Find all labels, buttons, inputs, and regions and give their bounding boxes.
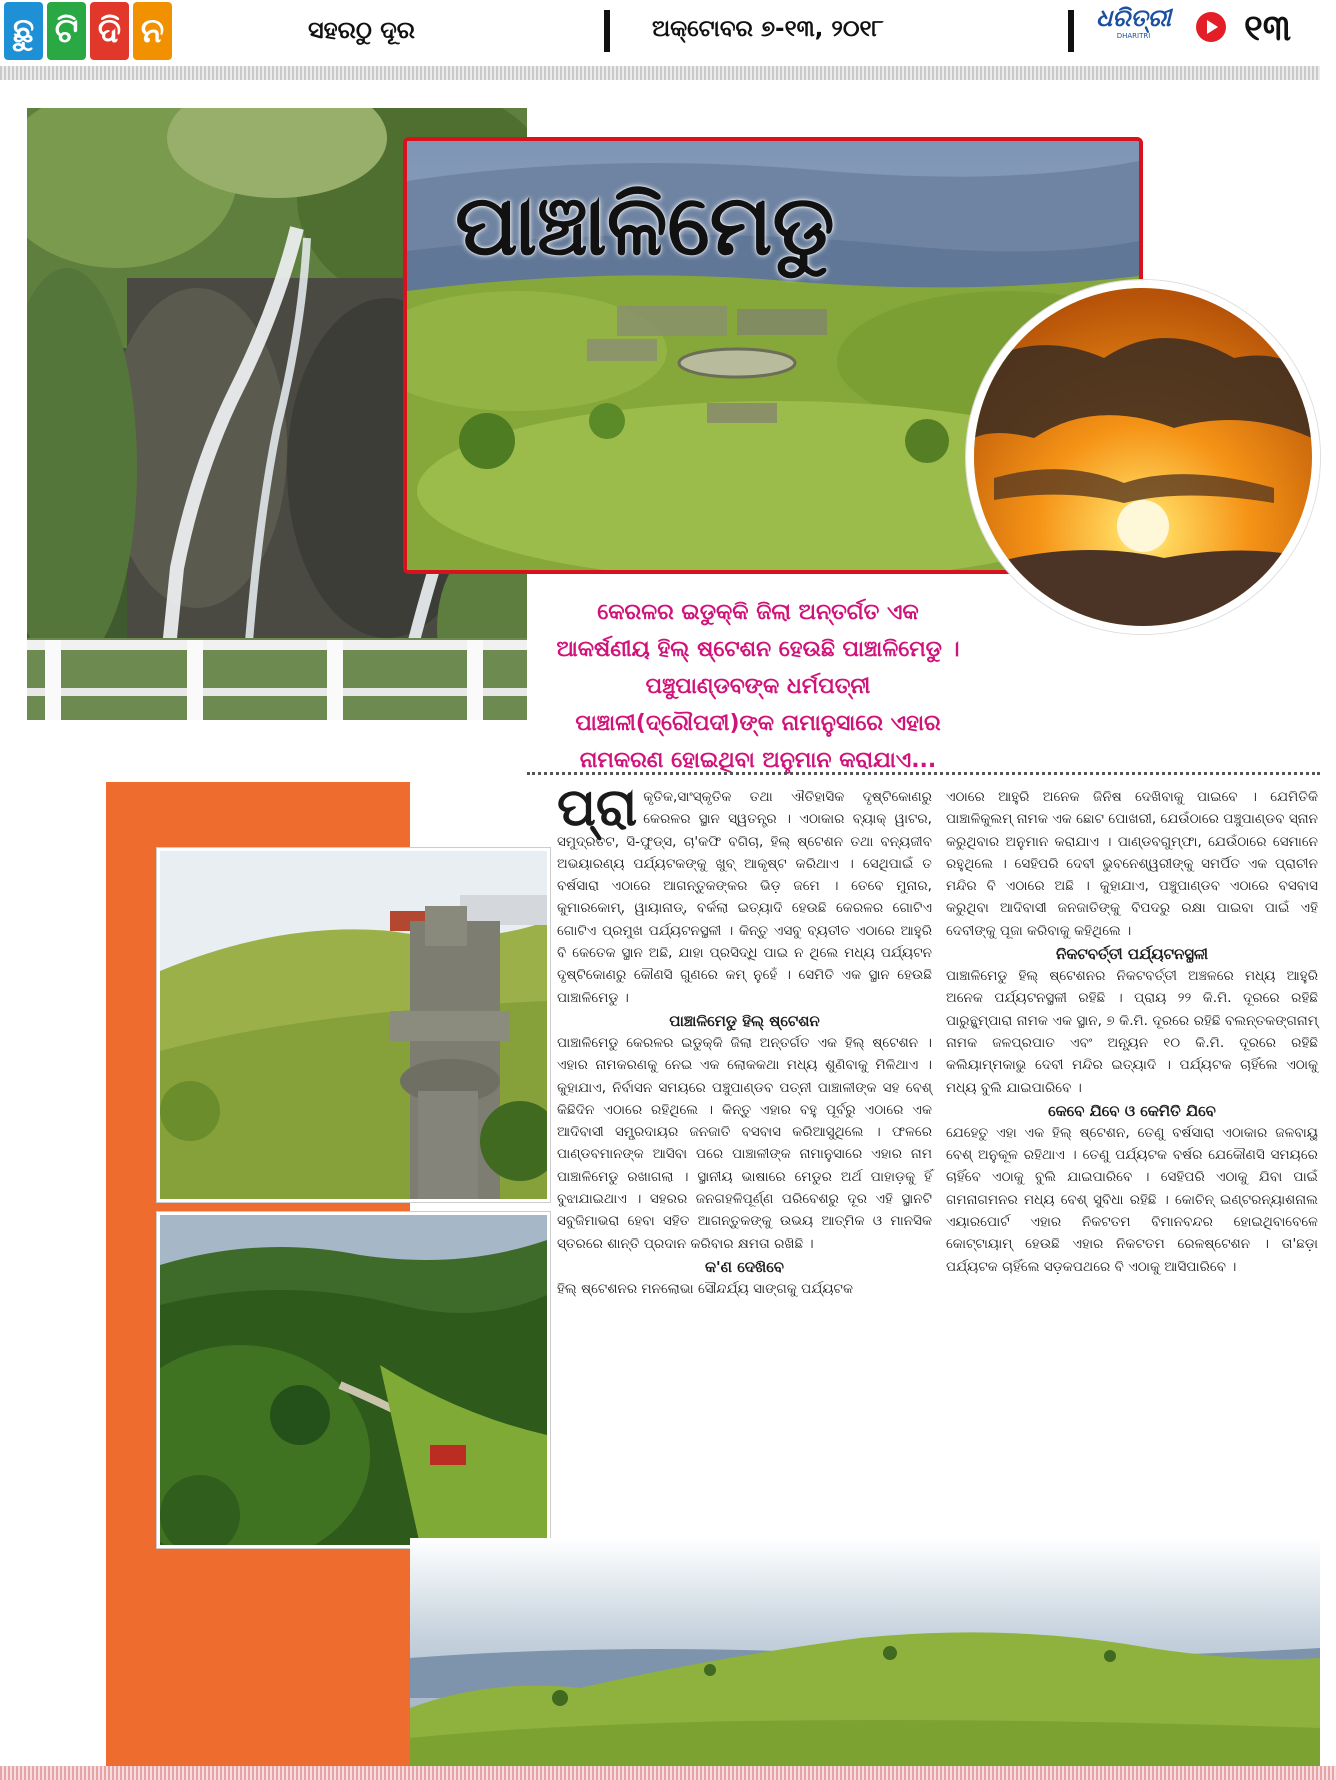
section-name: ସହରଠୁ ଦୂର [308, 16, 415, 44]
bottom-panorama-photo [410, 1538, 1320, 1766]
masthead-logo [4, 2, 172, 60]
col2-subhead-1: ନିକଟବର୍ତ୍ତୀ ପର୍ଯ୍ୟଟନସ୍ଥଳୀ [1055, 945, 1209, 964]
header-stripe [0, 66, 1320, 80]
col2-subhead-2: କେବେ ଯିବେ ଓ କେମିତି ଯିବେ [1048, 1101, 1216, 1120]
sunset-photo [966, 280, 1320, 634]
feature-title: ପାଞ୍ଚାଳିମେଡୁ [455, 176, 835, 274]
stone-pillar-photo [157, 848, 550, 1202]
page-number: ୧୩ [1244, 8, 1292, 49]
feature-intro: କେରଳର ଇଡୁକ୍କି ଜିଲା ଅନ୍ତର୍ଗତ ଏକ ଆକର୍ଷଣୀୟ ହିଲ୍ ଷ୍ଟେଶନ ହେଉଛି ପାଞ୍ଚାଳିମେଡୁ । ପଞ୍ଚୁପାଣ୍ଡବଙ୍କ ଧର୍ମପତ୍ନୀ ପାଞ୍ଚାଳୀ(ଦ୍ରୌପଦୀ)ଙ୍କ ନାମାନୁସାରେ ଏହାର ନାମକରଣ ହୋଇଥିବା ଅନୁମାନ କରାଯାଏ... [556, 600, 960, 773]
dropcap: ପ୍ରା [557, 778, 638, 838]
header-divider [604, 10, 610, 52]
paper-logo [1096, 4, 1171, 40]
footer-stripe [0, 1766, 1336, 1780]
col2-paragraph-3: ଯେହେତୁ ଏହା ଏକ ହିଲ୍ ଷ୍ଟେଶନ, ତେଣୁ ବର୍ଷସାରା ଏଠାକାର ଜଳବାୟୁ ବେଶ୍ ଅନୁକୂଳ ରହିଥାଏ । ତେଣୁ ପର୍ଯ୍ୟଟକ ବର୍ଷର ଯେକୌଣସି ସମୟରେ ଚାହିଁବେ ଏଠାକୁ ବୁଲି ଯାଇପାରିବେ । ସେହିପରି ଏଠାକୁ ଯିବା ପାଇଁ ଗମନାଗମନର ମଧ୍ୟ ବେଶ୍ ସୁବିଧା ରହିଛି । କୋଚିନ୍ ଇଣ୍ଟରନ୍ୟାଶନାଲ ଏୟାରପୋର୍ଟ ଏହାର ନିକଟତମ ବିମାନବନ୍ଦର ହୋଇଥିବାବେଳେ କୋଟ୍ଟାୟାମ୍ ହେଉଛି ଏହାର ନିକଟତମ ରେଳଷ୍ଟେଶନ । ତା'ଛଡ଼ା ପର୍ଯ୍ୟଟକ ଚାହିଁଲେ ସଡ଼କପଥରେ ବି ଏଠାକୁ ଆସିପାରିବେ । [946, 1124, 1318, 1275]
article-column-1 [557, 778, 932, 1300]
col1-paragraph-3: ହିଲ୍ ଷ୍ଟେଶନର ମନଲୋଭା ସୌନ୍ଦର୍ଯ୍ୟ ସାଙ୍ଗକୁ ପର୍ଯ୍ୟଟକ [557, 1280, 854, 1297]
logo-letter-2: ଟି [47, 2, 86, 60]
col2-paragraph-1: ଏଠାରେ ଆହୁରି ଅନେକ ଜିନିଷ ଦେଖିବାକୁ ପାଇବେ । ଯେମିତିକି ପାଞ୍ଚାଳିକୁଲମ୍ ନାମକ ଏକ ଛୋଟ ପୋଖରୀ, ଯେଉଁଠାରେ ପଞ୍ଚୁପାଣ୍ଡବ ସ୍ନାନ କରୁଥିବାର ଅନୁମାନ କରାଯାଏ । ପାଣ୍ଡବଗୁମ୍ଫା, ଯେଉଁଠାରେ ସେମାନେ ରହୁଥିଲେ । ସେହିପରି ଦେବୀ ଭୁବନେଶ୍ୱରୀଙ୍କୁ ସମର୍ପିତ ଏକ ପ୍ରାଚୀନ ମନ୍ଦିର ବି ଏଠାରେ ଅଛି । କୁହାଯାଏ, ପଞ୍ଚୁପାଣ୍ଡବ ଏଠାରେ ବସବାସ କରୁଥିବା ଆଦିବାସୀ ଜନଜାତିଙ୍କୁ ବିପଦରୁ ରକ୍ଷା ପାଇବା ପାଇଁ ଏହି ଦେବୀଙ୍କୁ ପୂଜା କରିବାକୁ କହିଥିଲେ । [946, 789, 1319, 939]
col1-paragraph-2: ପାଞ୍ଚାଳିମେଡୁ କେରଳର ଇଡୁକ୍କି ଜିଲା ଅନ୍ତର୍ଗତ ଏକ ହିଲ୍ ଷ୍ଟେଶନ । ଏହାର ନାମକରଣକୁ ନେଇ ଏକ ଲୋକକଥା ମଧ୍ୟ ଶୁଣିବାକୁ ମିଳିଥାଏ । କୁହାଯାଏ, ନିର୍ବାସନ ସମୟରେ ପଞ୍ଚୁପାଣ୍ଡବ ପତ୍ନୀ ପାଞ୍ଚାଳୀଙ୍କ ସହ ବେଶ୍ କିଛିଦିନ ଏଠାରେ ରହିଥିଲେ । କିନ୍ତୁ ଏହାର ବହୁ ପୂର୍ବରୁ ଏଠାରେ ଏକ ଆଦିବାସୀ ସମ୍ପ୍ରଦାୟର ଜନଜାତି ବସବାସ କରିଆସୁଥିଲେ । ଫଳରେ ପାଣ୍ଡବମାନଙ୍କ ଆସିବା ପରେ ପାଞ୍ଚାଳୀଙ୍କ ନାମାନୁସାରେ ଏହାର ନାମ ପାଞ୍ଚାଳିମେଡୁ ରଖାଗଲା । ସ୍ଥାନୀୟ ଭାଷାରେ ମେଡୁର ଅର୍ଥ ପାହାଡ଼କୁ ହିଁ ବୁଝାଯାଇଥାଏ । ସହରର ଜନଗହଳିପୂର୍ଣ୍ଣ ପରିବେଶରୁ ଦୂର ଏହି ସ୍ଥାନଟି ସବୁଜିମାଭରା ହେବା ସହିତ ଆଗନ୍ତୁକଙ୍କୁ ଉଭୟ ଆତ୍ମିକ ଓ ମାନସିକ ସ୍ତରରେ ଶାନ୍ତି ପ୍ରଦାନ କରିବାର କ୍ଷମତା ରଖିଛି । [557, 1034, 932, 1252]
issue-date: ଅକ୍ଟୋବର ୭-୧୩, ୨୦୧୮ [652, 16, 884, 42]
paper-name-latin: DHARITRI [1116, 32, 1151, 40]
paper-name: ଧରିତ୍ରୀ [1096, 4, 1171, 32]
play-icon [1196, 12, 1226, 42]
orange-accent-top [150, 782, 410, 832]
article-column-2 [946, 786, 1318, 1278]
header-divider-2 [1068, 10, 1074, 52]
col1-subhead-2: କ'ଣ ଦେଖିବେ [704, 1257, 785, 1276]
col1-paragraph-1: କୃତିକ,ସାଂସ୍କୃତିକ ତଥା ଐତିହାସିକ ଦୃଷ୍ଟିକୋଣରୁ କେରଳର ସ୍ଥାନ ସ୍ୱତନ୍ତ୍ର । ଏଠାକାର ବ୍ୟାକ୍ ୱାଟର, ସମୁଦ୍ରତଟ, ସି-ଫୁଡ୍ସ, ଚା'କଫି ବଗିଚା, ହିଲ୍ ଷ୍ଟେଶନ ତଥା ବନ୍ୟଜୀବ ଅଭୟାରଣ୍ୟ ପର୍ଯ୍ୟଟକଙ୍କୁ ଖୁବ୍ ଆକୃଷ୍ଟ କରିଥାଏ । ସେଥିପାଇଁ ତ ବର୍ଷସାରା ଏଠାରେ ଆଗନ୍ତୁକଙ୍କର ଭିଡ଼ ଜମେ । ତେବେ ମୁନାର, କୁମାରକୋମ୍, ୱାୟାନାଡ୍, ବର୍କଲା ଇତ୍ୟାଦି ହେଉଛି କେରଳର ଗୋଟିଏ ଗୋଟିଏ ପ୍ରମୁଖ ପର୍ଯ୍ୟଟନସ୍ଥଳୀ । କିନ୍ତୁ ଏସବୁ ବ୍ୟତୀତ ଏଠାରେ ଆହୁରି ବି କେତେକ ସ୍ଥାନ ଅଛି, ଯାହା ପ୍ରସିଦ୍ଧି ପାଇ ନ ଥିଲେ ମଧ୍ୟ ପର୍ଯ୍ୟଟନ ଦୃଷ୍ଟିକୋଣରୁ କୌଣସି ଗୁଣରେ କମ୍ ନୁହେଁ । ସେମିତି ଏକ ସ୍ଥାନ ହେଉଛି ପାଞ୍ଚାଳିମେଡୁ । [557, 789, 932, 1006]
logo-letter-1: ଛୁ [4, 2, 43, 60]
dotted-divider [527, 772, 1320, 775]
logo-letter-3: ଦି [90, 2, 129, 60]
logo-letter-4: ନ [133, 2, 172, 60]
green-hills-photo [157, 1212, 550, 1548]
col2-paragraph-2: ପାଞ୍ଚାଳିମେଡୁ ହିଲ୍ ଷ୍ଟେଶନର ନିକଟବର୍ତ୍ତୀ ଅଞ୍ଚଳରେ ମଧ୍ୟ ଆହୁରି ଅନେକ ପର୍ଯ୍ୟଟନସ୍ଥଳୀ ରହିଛି । ପ୍ରାୟ ୨୨ କି.ମି. ଦୂରରେ ରହିଛି ପାରୁନ୍ଥୁମ୍ପାରା ନାମକ ଏକ ସ୍ଥାନ, ୭ କି.ମି. ଦୂରରେ ରହିଛି ବଲନ୍ତକଙ୍ଗନାମ୍ ନାମକ ଜଳପ୍ରପାତ ଏବଂ ଅନ୍ୟୂନ ୧୦ କି.ମି. ଦୂରରେ ରହିଛି କଲିୟାମ୍ମକାଭୁ ଦେବୀ ମନ୍ଦିର ଇତ୍ୟାଦି । ପର୍ଯ୍ୟଟକ ଚାହିଁଲେ ଏଠାକୁ ମଧ୍ୟ ବୁଲି ଯାଇପାରିବେ । [946, 968, 1318, 1096]
col1-subhead-1: ପାଞ୍ଚାଳିମେଡୁ ହିଲ୍ ଷ୍ଟେଶନ [669, 1011, 820, 1030]
